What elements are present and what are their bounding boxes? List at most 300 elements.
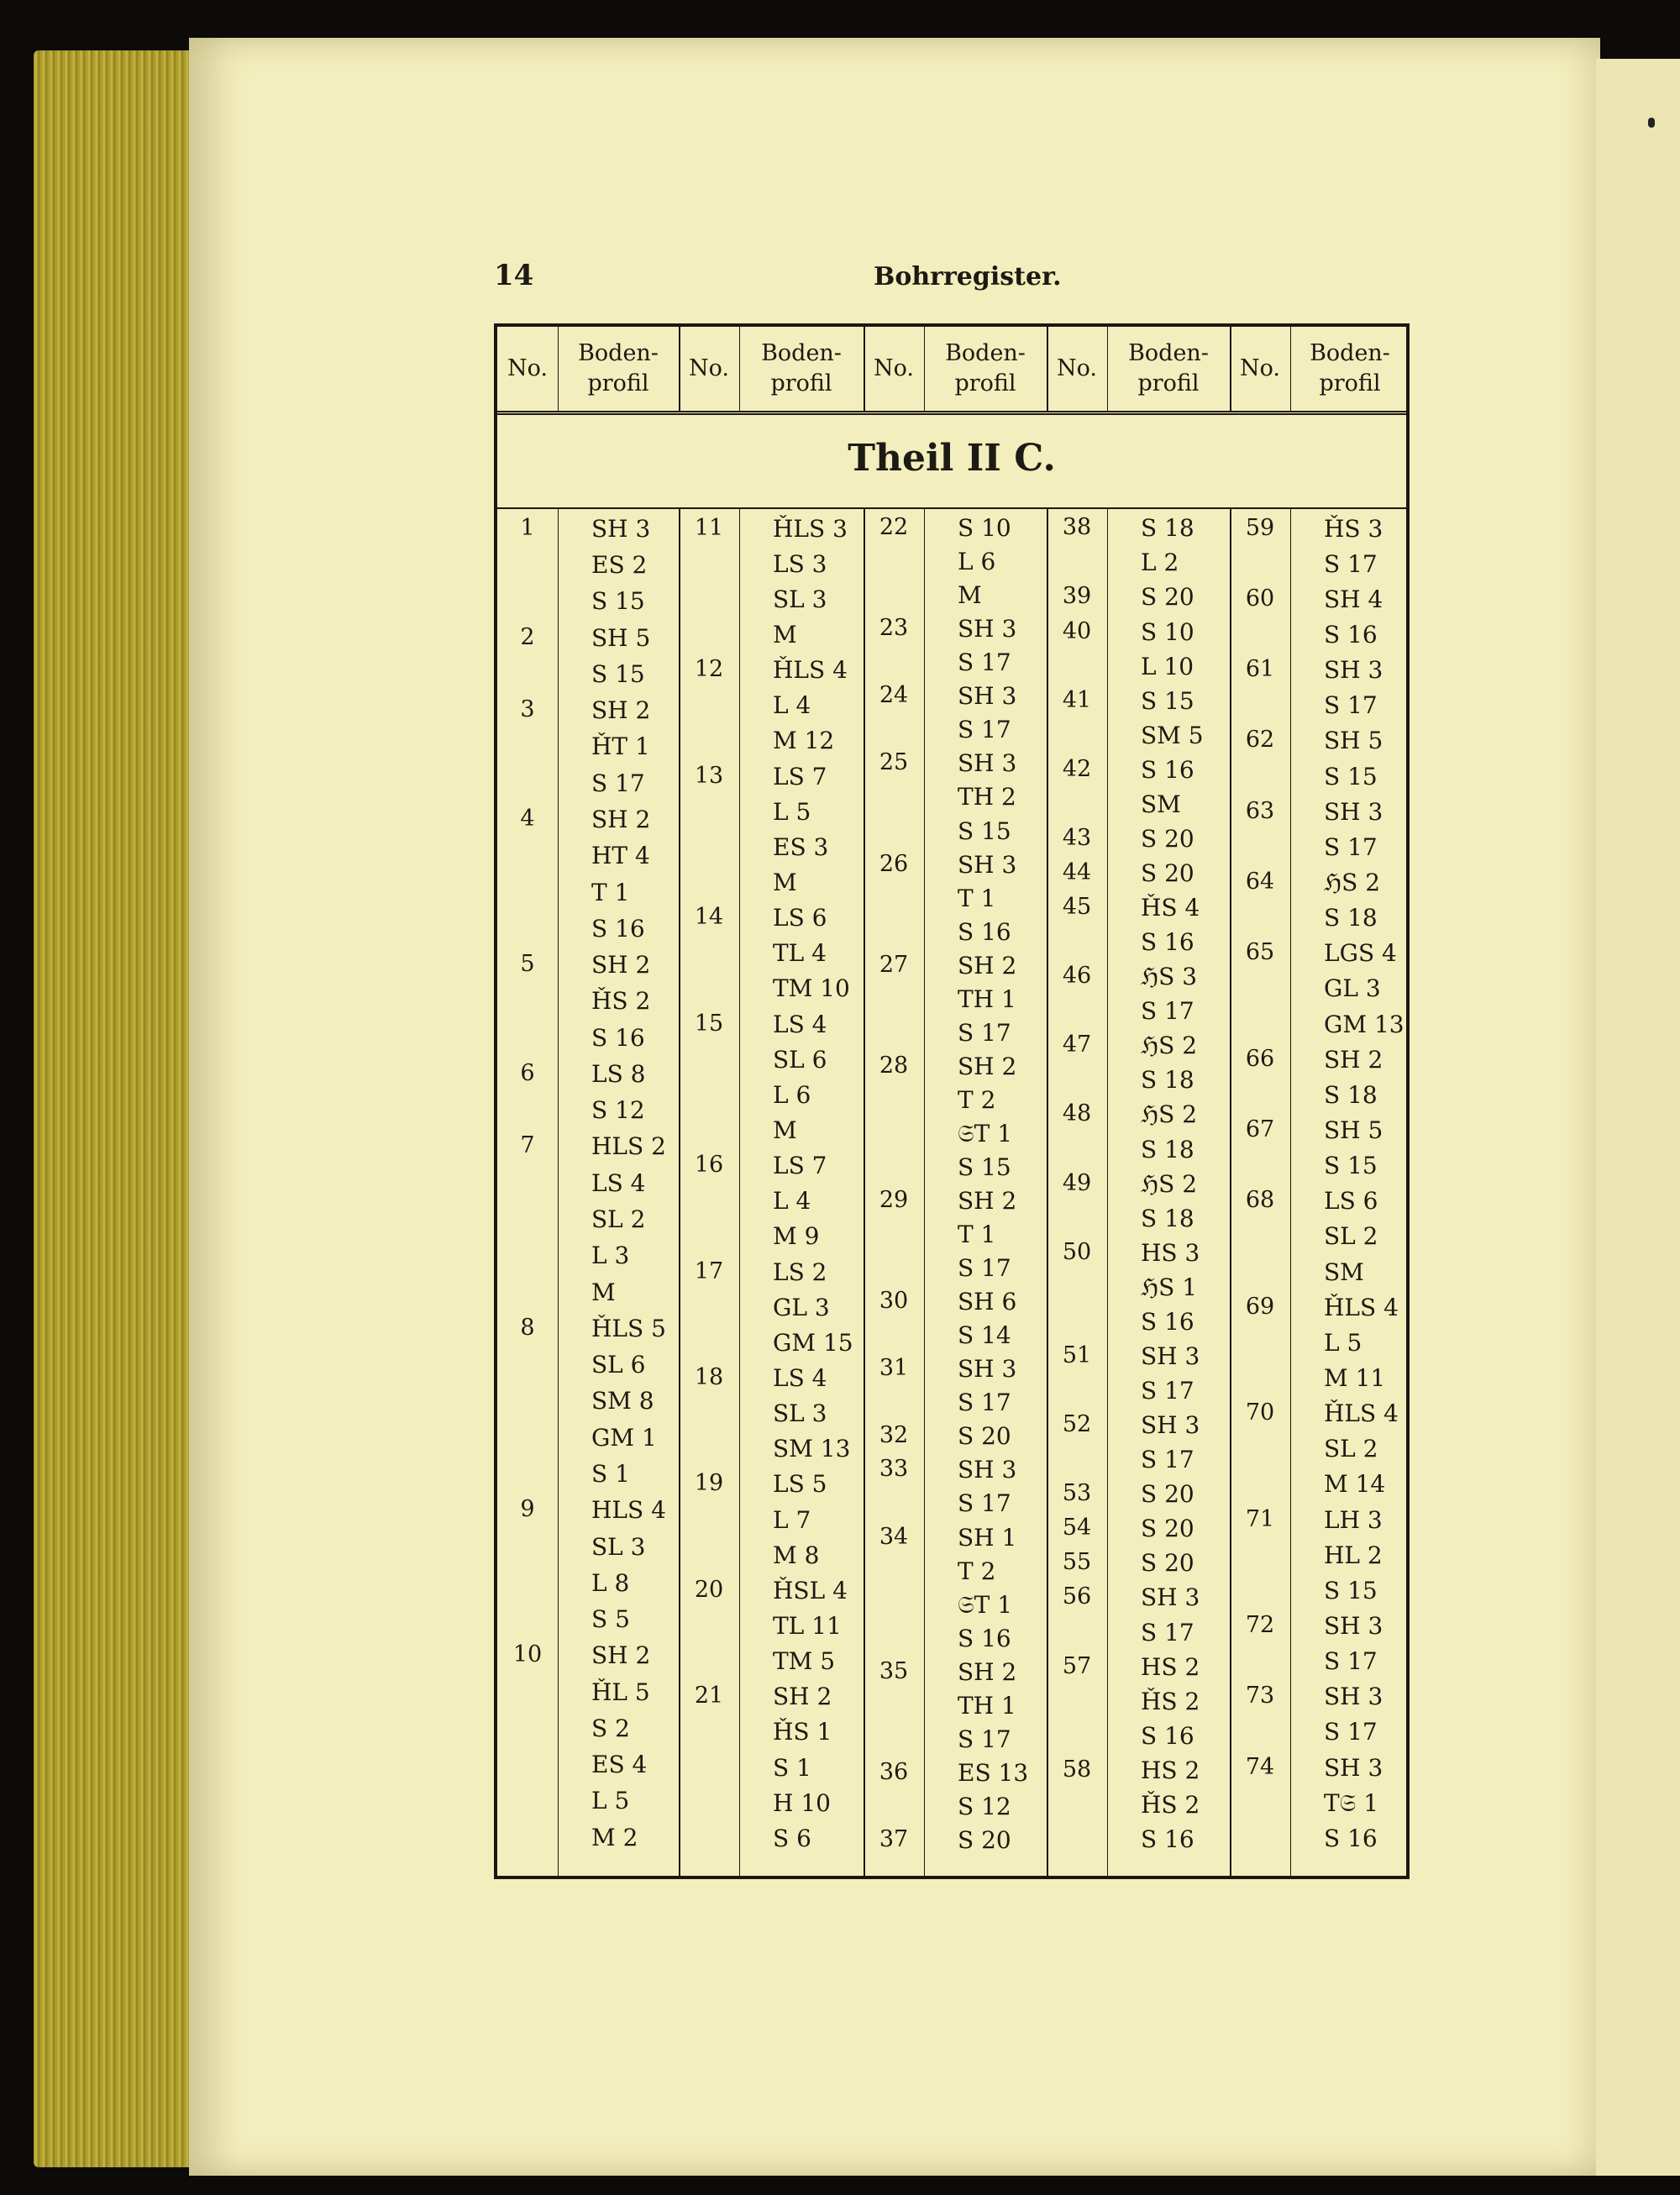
profile-line: S 16 bbox=[958, 1624, 1011, 1652]
profile-line: ȞS 4 bbox=[1141, 894, 1200, 922]
profile-line: SH 3 bbox=[1324, 797, 1383, 826]
profile-line: SH 3 bbox=[958, 1355, 1017, 1384]
profile-line: S 16 bbox=[1141, 1825, 1194, 1853]
profile-line: ES 2 bbox=[591, 551, 648, 580]
profile-line: M 8 bbox=[773, 1541, 820, 1569]
profile-line: S 18 bbox=[1141, 1135, 1194, 1163]
boring-number: 53 bbox=[1062, 1480, 1092, 1507]
profile-line: T 2 bbox=[958, 1085, 996, 1114]
profile-line: S 16 bbox=[1324, 620, 1378, 649]
header-no-cell: No. bbox=[874, 354, 914, 381]
column-divider bbox=[1047, 507, 1048, 1877]
profile-line: L 5 bbox=[1324, 1328, 1362, 1357]
profile-line: ȞLS 4 bbox=[1324, 1293, 1399, 1321]
header-profile-cell bbox=[739, 327, 864, 411]
boring-number: 21 bbox=[694, 1683, 724, 1709]
profile-line: ℌS 2 bbox=[1141, 1032, 1198, 1060]
profile-line: M 12 bbox=[773, 727, 835, 755]
profile-line: S 17 bbox=[958, 1389, 1011, 1417]
boring-number: 43 bbox=[1062, 824, 1092, 851]
header-profile-label-2: profil bbox=[954, 370, 1016, 396]
profile-line: L 6 bbox=[773, 1080, 811, 1109]
profile-line: SH 2 bbox=[958, 1657, 1017, 1686]
profile-line: SH 5 bbox=[591, 623, 651, 652]
profile-line: SH 3 bbox=[958, 850, 1017, 879]
profile-line: S 17 bbox=[1324, 691, 1378, 720]
profile-line: ℌS 1 bbox=[1141, 1273, 1198, 1301]
profile-line: M bbox=[773, 1116, 797, 1144]
profile-line: S 16 bbox=[1141, 1307, 1194, 1336]
profile-line: SM 8 bbox=[591, 1387, 654, 1415]
profile-line: LS 6 bbox=[1324, 1187, 1378, 1216]
profile-line: SL 3 bbox=[773, 585, 827, 613]
profile-line: S 16 bbox=[1141, 755, 1194, 784]
boring-number: 73 bbox=[1245, 1683, 1275, 1709]
boring-number: 17 bbox=[694, 1258, 724, 1284]
profile-line: S 12 bbox=[591, 1096, 645, 1125]
boring-number: 25 bbox=[879, 749, 909, 776]
boring-number: 33 bbox=[879, 1456, 909, 1483]
no-divider bbox=[1290, 327, 1291, 411]
profile-line: ȞT 1 bbox=[591, 733, 650, 761]
profile-line: S 17 bbox=[1324, 1647, 1378, 1676]
boring-number: 23 bbox=[879, 615, 909, 642]
profile-line: GM 1 bbox=[591, 1423, 657, 1452]
profile-line: S 17 bbox=[958, 1489, 1011, 1518]
profile-line: TM 10 bbox=[773, 974, 850, 1003]
column-divider bbox=[679, 507, 680, 1877]
header-profile-label-1: Boden- bbox=[761, 339, 842, 366]
profile-line: HS 2 bbox=[1141, 1756, 1200, 1784]
boring-number: 68 bbox=[1245, 1187, 1275, 1214]
boring-number: 58 bbox=[1062, 1756, 1092, 1783]
header-profile-cell bbox=[1107, 327, 1230, 411]
profile-line: ȞS 1 bbox=[773, 1718, 832, 1746]
profile-line: LS 2 bbox=[773, 1258, 827, 1286]
profile-line: SL 2 bbox=[1324, 1435, 1378, 1463]
boring-number: 49 bbox=[1062, 1169, 1092, 1196]
profile-line: ES 4 bbox=[591, 1751, 648, 1779]
boring-number: 30 bbox=[879, 1288, 909, 1315]
profile-line: GM 15 bbox=[773, 1328, 853, 1357]
profile-line: S 18 bbox=[1141, 514, 1194, 543]
header-profile-label-1: Boden- bbox=[945, 339, 1026, 366]
profile-line: SL 6 bbox=[773, 1045, 827, 1074]
profile-line: L 8 bbox=[591, 1568, 630, 1597]
profile-line: S 15 bbox=[1324, 762, 1378, 790]
profile-line: LS 5 bbox=[773, 1470, 827, 1499]
profile-line: TH 1 bbox=[958, 1691, 1016, 1720]
profile-line: 𝔖T 1 bbox=[958, 1119, 1013, 1147]
profile-line: HLS 2 bbox=[591, 1132, 666, 1161]
profile-line: SH 2 bbox=[591, 805, 651, 833]
profile-line: S 18 bbox=[1141, 1204, 1194, 1232]
profile-line: HS 3 bbox=[1141, 1238, 1200, 1267]
table-header-row bbox=[497, 327, 1406, 415]
profile-line: ℌS 2 bbox=[1141, 1100, 1198, 1129]
boring-number: 67 bbox=[1245, 1116, 1275, 1142]
profile-line: L 5 bbox=[773, 797, 811, 826]
boring-number: 31 bbox=[879, 1355, 909, 1382]
boring-number: 64 bbox=[1245, 868, 1275, 895]
profile-line: S 18 bbox=[1324, 904, 1378, 932]
boring-number: 70 bbox=[1245, 1399, 1275, 1426]
page-number: 14 bbox=[494, 259, 534, 292]
profile-line: S 15 bbox=[958, 1153, 1011, 1181]
profile-line: S 16 bbox=[1141, 928, 1194, 957]
boring-number: 7 bbox=[520, 1132, 535, 1159]
profile-line: S 15 bbox=[1324, 1576, 1378, 1604]
boring-number: 12 bbox=[694, 656, 724, 683]
adjacent-page bbox=[1596, 59, 1680, 2176]
no-divider bbox=[924, 327, 925, 411]
profile-line: ȞS 2 bbox=[1141, 1687, 1200, 1715]
profile-line: SL 3 bbox=[773, 1399, 827, 1428]
profile-line: SL 2 bbox=[1324, 1222, 1378, 1251]
profile-line: LS 4 bbox=[773, 1363, 827, 1392]
profile-line: LS 4 bbox=[773, 1010, 827, 1038]
profile-line: ℌS 3 bbox=[1141, 963, 1198, 991]
profile-line: SH 5 bbox=[1324, 1116, 1383, 1144]
header-profile-cell bbox=[558, 327, 679, 411]
boring-number: 10 bbox=[512, 1641, 543, 1668]
boring-number: 59 bbox=[1245, 514, 1275, 541]
boring-number: 36 bbox=[879, 1758, 909, 1785]
profile-line: SL 3 bbox=[591, 1532, 646, 1561]
profile-line: M 9 bbox=[773, 1222, 820, 1251]
profile-line: TH 1 bbox=[958, 985, 1016, 1013]
profile-line: GM 13 bbox=[1324, 1010, 1404, 1038]
profile-line: T 1 bbox=[591, 878, 630, 906]
profile-line: S 20 bbox=[1141, 859, 1194, 887]
profile-line: S 1 bbox=[591, 1459, 630, 1488]
boring-number: 66 bbox=[1245, 1045, 1275, 1072]
profile-line: T 1 bbox=[958, 884, 996, 912]
profile-line: HLS 4 bbox=[591, 1496, 666, 1525]
boring-number: 29 bbox=[879, 1187, 909, 1214]
profile-line: T 1 bbox=[958, 1221, 996, 1249]
profile-line: HS 2 bbox=[1141, 1652, 1200, 1681]
profile-line: SH 3 bbox=[1324, 1611, 1383, 1640]
profile-line: T𝔖 1 bbox=[1324, 1788, 1379, 1817]
profile-line: S 16 bbox=[591, 914, 645, 943]
boring-number: 19 bbox=[694, 1470, 724, 1497]
profile-line: HT 4 bbox=[591, 842, 650, 870]
profile-line: S 20 bbox=[1141, 1549, 1194, 1578]
profile-line: ȞL 5 bbox=[591, 1678, 650, 1706]
boring-number: 50 bbox=[1062, 1238, 1092, 1265]
header-profile-cell bbox=[924, 327, 1047, 411]
profile-line: SH 2 bbox=[591, 1641, 651, 1670]
profile-line: S 15 bbox=[591, 659, 645, 688]
boring-number: 22 bbox=[879, 514, 909, 541]
header-profile-label-2: profil bbox=[587, 370, 649, 396]
header-no-cell: No. bbox=[507, 354, 548, 381]
profile-line: S 18 bbox=[1141, 1066, 1194, 1095]
profile-line: ℌS 2 bbox=[1141, 1169, 1198, 1198]
profile-line: S 16 bbox=[958, 917, 1011, 946]
boring-number: 38 bbox=[1062, 514, 1092, 541]
ink-dot bbox=[1648, 118, 1655, 128]
profile-line: SH 2 bbox=[773, 1683, 832, 1711]
boring-number: 28 bbox=[879, 1052, 909, 1079]
profile-line: S 20 bbox=[1141, 1480, 1194, 1509]
boring-number: 8 bbox=[520, 1314, 535, 1341]
no-divider bbox=[739, 507, 740, 1877]
column-divider bbox=[1047, 327, 1048, 411]
profile-line: S 16 bbox=[591, 1023, 645, 1052]
profile-line: S 12 bbox=[958, 1792, 1011, 1820]
boring-number: 14 bbox=[694, 904, 724, 931]
profile-line: TH 2 bbox=[958, 783, 1016, 811]
profile-line: S 16 bbox=[1324, 1824, 1378, 1852]
boring-number: 13 bbox=[694, 762, 724, 789]
no-divider bbox=[558, 507, 559, 1877]
profile-line: S 17 bbox=[1141, 1618, 1194, 1646]
profile-line: ȞLS 4 bbox=[1324, 1399, 1399, 1428]
profile-line: SH 3 bbox=[1141, 1583, 1200, 1612]
profile-line: S 17 bbox=[958, 1254, 1011, 1283]
boring-number: 32 bbox=[879, 1422, 909, 1449]
profile-line: SH 1 bbox=[958, 1523, 1017, 1552]
profile-line: M bbox=[591, 1278, 616, 1306]
profile-line: SH 5 bbox=[1324, 727, 1383, 755]
profile-line: SH 3 bbox=[1141, 1411, 1200, 1440]
profile-line: T 2 bbox=[958, 1557, 996, 1585]
profile-line: S 18 bbox=[1324, 1080, 1378, 1109]
header-profile-label-2: profil bbox=[1319, 370, 1381, 396]
profile-line: SM 5 bbox=[1141, 721, 1204, 749]
profile-line: GL 3 bbox=[773, 1293, 830, 1321]
profile-line: ȞSL 4 bbox=[773, 1576, 848, 1604]
profile-line: S 15 bbox=[1141, 686, 1194, 715]
profile-line: S 20 bbox=[1141, 824, 1194, 853]
profile-line: SH 3 bbox=[1141, 1342, 1200, 1370]
boring-number: 44 bbox=[1062, 859, 1092, 885]
profile-line: L 4 bbox=[773, 691, 811, 720]
profile-line: SH 2 bbox=[958, 1187, 1017, 1216]
profile-line: SH 2 bbox=[958, 951, 1017, 979]
column-divider bbox=[864, 507, 865, 1877]
profile-line: S 10 bbox=[958, 514, 1011, 543]
running-title: Bohrregister. bbox=[874, 262, 1062, 291]
boring-number: 16 bbox=[694, 1152, 724, 1179]
boring-number: 11 bbox=[694, 514, 724, 541]
profile-line: SH 2 bbox=[1324, 1045, 1383, 1074]
profile-line: M bbox=[958, 581, 982, 610]
profile-line: S 17 bbox=[958, 1725, 1011, 1753]
header-profile-label-1: Boden- bbox=[578, 339, 659, 366]
boring-number: 69 bbox=[1245, 1293, 1275, 1320]
profile-line: S 2 bbox=[591, 1714, 630, 1742]
profile-line: S 1 bbox=[773, 1753, 811, 1782]
profile-line: S 5 bbox=[591, 1605, 630, 1634]
boring-number: 34 bbox=[879, 1523, 909, 1550]
profile-line: S 15 bbox=[1324, 1152, 1378, 1180]
boring-number: 3 bbox=[520, 696, 535, 723]
profile-line: LH 3 bbox=[1324, 1505, 1383, 1534]
boring-number: 72 bbox=[1245, 1611, 1275, 1638]
profile-line: S 15 bbox=[591, 587, 645, 616]
profile-line: LS 3 bbox=[773, 549, 827, 578]
profile-line: ES 3 bbox=[773, 832, 829, 861]
profile-line: S 14 bbox=[958, 1321, 1011, 1350]
boring-number: 24 bbox=[879, 682, 909, 709]
profile-line: M 11 bbox=[1324, 1363, 1386, 1392]
boring-number: 35 bbox=[879, 1657, 909, 1684]
profile-line: S 17 bbox=[591, 769, 645, 797]
column-divider bbox=[1230, 507, 1231, 1877]
profile-line: ȞS 2 bbox=[1141, 1790, 1200, 1819]
boring-number: 62 bbox=[1245, 727, 1275, 754]
table-body bbox=[497, 507, 1406, 1877]
profile-line: L 2 bbox=[1141, 549, 1179, 577]
profile-line: S 10 bbox=[1141, 617, 1194, 646]
boring-number: 74 bbox=[1245, 1753, 1275, 1780]
profile-line: SM bbox=[1141, 790, 1181, 818]
profile-line: SH 3 bbox=[958, 749, 1017, 778]
profile-line: TL 4 bbox=[773, 939, 827, 968]
profile-line: L 3 bbox=[591, 1242, 630, 1270]
boring-number: 9 bbox=[520, 1496, 535, 1523]
profile-line: S 17 bbox=[1324, 1718, 1378, 1746]
profile-line: SH 3 bbox=[958, 615, 1017, 643]
header-no-cell: No. bbox=[689, 354, 729, 381]
header-no-cell: No. bbox=[1240, 354, 1280, 381]
section-row bbox=[497, 415, 1406, 509]
boring-number: 5 bbox=[520, 951, 535, 978]
profile-line: TM 5 bbox=[773, 1647, 836, 1676]
boring-number: 48 bbox=[1062, 1100, 1092, 1127]
boring-number: 27 bbox=[879, 951, 909, 978]
header-profile-label-1: Boden- bbox=[1310, 339, 1390, 366]
profile-line: S 20 bbox=[958, 1825, 1011, 1854]
profile-line: S 17 bbox=[958, 716, 1011, 744]
boring-number: 2 bbox=[520, 623, 535, 650]
boring-number: 60 bbox=[1245, 585, 1275, 612]
no-divider bbox=[924, 507, 925, 1877]
profile-line: LS 4 bbox=[591, 1168, 646, 1197]
no-divider bbox=[1107, 507, 1108, 1877]
profile-line: L 10 bbox=[1141, 652, 1194, 680]
profile-line: 𝔖T 1 bbox=[958, 1590, 1013, 1619]
bohrregister-table bbox=[494, 323, 1410, 1879]
profile-line: SM bbox=[1324, 1258, 1364, 1286]
profile-line: S 20 bbox=[1141, 583, 1194, 612]
boring-number: 39 bbox=[1062, 583, 1092, 610]
boring-number: 65 bbox=[1245, 939, 1275, 966]
profile-line: L 6 bbox=[958, 548, 996, 576]
profile-line: S 17 bbox=[1141, 1446, 1194, 1474]
boring-number: 20 bbox=[694, 1576, 724, 1603]
boring-number: 46 bbox=[1062, 963, 1092, 990]
profile-line: ȞS 3 bbox=[1324, 514, 1383, 543]
boring-number: 40 bbox=[1062, 617, 1092, 644]
boring-number: 56 bbox=[1062, 1583, 1092, 1610]
boring-number: 47 bbox=[1062, 1032, 1092, 1058]
profile-line: SH 3 bbox=[1324, 1753, 1383, 1782]
section-title: Theil II C. bbox=[848, 437, 1056, 480]
boring-number: 26 bbox=[879, 850, 909, 877]
header-profile-label-2: profil bbox=[1137, 370, 1200, 396]
profile-line: LS 8 bbox=[591, 1059, 646, 1088]
profile-line: ȞLS 3 bbox=[773, 514, 848, 543]
no-divider bbox=[1290, 507, 1291, 1877]
no-divider bbox=[739, 327, 740, 411]
profile-line: S 6 bbox=[773, 1824, 811, 1852]
profile-line: ȞLS 4 bbox=[773, 656, 848, 685]
profile-line: M 2 bbox=[591, 1823, 638, 1851]
no-divider bbox=[558, 327, 559, 411]
profile-line: SH 2 bbox=[591, 951, 651, 979]
boring-number: 37 bbox=[879, 1825, 909, 1852]
profile-line: LS 7 bbox=[773, 762, 827, 790]
boring-number: 4 bbox=[520, 805, 535, 832]
profile-line: SH 6 bbox=[958, 1288, 1017, 1316]
book-page-edges bbox=[34, 50, 202, 2167]
profile-line: SH 2 bbox=[958, 1052, 1017, 1080]
profile-line: GL 3 bbox=[1324, 974, 1381, 1003]
boring-number: 55 bbox=[1062, 1549, 1092, 1576]
boring-number: 63 bbox=[1245, 797, 1275, 824]
boring-number: 41 bbox=[1062, 686, 1092, 713]
profile-line: ȞLS 5 bbox=[591, 1314, 666, 1342]
profile-line: S 20 bbox=[958, 1422, 1011, 1451]
profile-line: L 5 bbox=[591, 1787, 630, 1815]
profile-line: L 7 bbox=[773, 1505, 811, 1534]
profile-line: ȞS 2 bbox=[591, 987, 651, 1016]
profile-line: S 20 bbox=[1141, 1515, 1194, 1543]
column-divider bbox=[1230, 327, 1231, 411]
profile-line: LS 6 bbox=[773, 904, 827, 932]
profile-line: TL 11 bbox=[773, 1611, 842, 1640]
header-no-cell: No. bbox=[1057, 354, 1097, 381]
profile-line: M bbox=[773, 868, 797, 896]
boring-number: 15 bbox=[694, 1010, 724, 1037]
profile-line: HL 2 bbox=[1324, 1541, 1383, 1569]
profile-line: ES 13 bbox=[958, 1758, 1029, 1787]
profile-line: SH 3 bbox=[1324, 656, 1383, 685]
profile-line: SH 3 bbox=[591, 514, 651, 543]
profile-line: SM 13 bbox=[773, 1435, 851, 1463]
profile-line: SL 2 bbox=[591, 1205, 646, 1234]
boring-number: 51 bbox=[1062, 1342, 1092, 1368]
profile-line: M bbox=[773, 620, 797, 649]
boring-number: 18 bbox=[694, 1363, 724, 1390]
profile-line: SL 6 bbox=[591, 1351, 646, 1379]
boring-number: 52 bbox=[1062, 1411, 1092, 1438]
boring-number: 71 bbox=[1245, 1505, 1275, 1532]
boring-number: 1 bbox=[520, 514, 535, 541]
profile-line: M 14 bbox=[1324, 1470, 1386, 1499]
profile-line: S 15 bbox=[958, 817, 1011, 845]
header-profile-cell bbox=[1290, 327, 1410, 411]
profile-line: LGS 4 bbox=[1324, 939, 1397, 968]
boring-number: 54 bbox=[1062, 1515, 1092, 1541]
no-divider bbox=[1107, 327, 1108, 411]
profile-line: S 17 bbox=[958, 1018, 1011, 1047]
profile-line: SH 3 bbox=[958, 1456, 1017, 1484]
profile-line: S 17 bbox=[958, 649, 1011, 677]
profile-line: S 17 bbox=[1324, 832, 1378, 861]
profile-line: S 16 bbox=[1141, 1721, 1194, 1750]
boring-number: 57 bbox=[1062, 1652, 1092, 1679]
profile-line: ℌS 2 bbox=[1324, 868, 1381, 896]
header-profile-label-2: profil bbox=[770, 370, 832, 396]
profile-line: SH 2 bbox=[591, 696, 651, 725]
profile-line: LS 7 bbox=[773, 1152, 827, 1180]
profile-line: H 10 bbox=[773, 1788, 831, 1817]
